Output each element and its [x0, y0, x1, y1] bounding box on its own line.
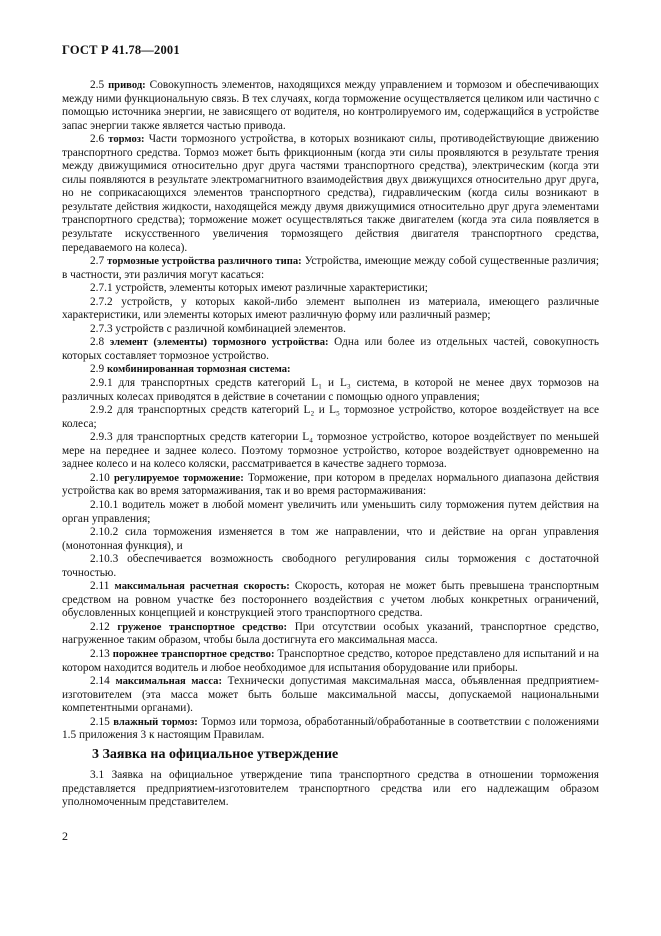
paragraph-2-11: [62, 580, 599, 621]
paragraph-2-14: [62, 675, 599, 716]
section-heading: 3 Заявка на официальное утверждение: [92, 747, 339, 762]
paragraph-2-7-2: [62, 296, 599, 323]
para-text: Тормоз или тормоза, обработанный/обработанные в соответствии с положениями 1.5 приложения 3 к настоящим Правилам.: [62, 715, 599, 742]
paragraph-2-10: [62, 472, 599, 499]
para-text: Одна или более из отдельных частей, совокупность которых составляет тормозное устройство.: [62, 336, 600, 362]
para-text: Торможение, при котором в пределах нормального диапазона действия устройства как во время затормаживания, так и во время растормаживания:: [62, 471, 600, 498]
paragraph-2-8: [62, 336, 599, 363]
para-number: 2.5: [90, 79, 105, 91]
para-text: устройств, у которых какой-либо элемент выполнен из материала, имеющего различные характеристики, или элементы которых имеют различную форму или различный размер;: [62, 295, 599, 322]
term: регулируемое торможение:: [113, 472, 244, 484]
term: влажный тормоз:: [113, 716, 198, 728]
para-number: 2.14: [90, 675, 110, 688]
paragraph-2-10-2: [62, 526, 599, 553]
term: элемент (элементы) тормозного устройства:: [109, 337, 329, 349]
document-header: ГОСТ Р 41.78—2001: [62, 43, 180, 57]
para-number: 2.7.2: [90, 295, 113, 308]
para-text: Совокупность элементов, находящихся между управлением и тормозом и обеспечивающих между ними функциональную связь. В тех случаях, когда торможение осуществляется целиком или частично с помощью источника энергии, не зависящего от водителя, но контролируемого им, содержащийся в устройстве запас энергии также является частью привода.: [62, 79, 600, 132]
term: максимальная масса:: [115, 676, 223, 688]
para-number: 2.7.3: [90, 322, 113, 335]
paragraph-2-7-1: [62, 282, 599, 296]
paragraph-2-9-3: [62, 431, 599, 472]
para-number: 2.9.2: [90, 404, 113, 417]
term: груженое транспортное средство:: [117, 621, 288, 633]
paragraph-2-10-3: [62, 553, 599, 580]
paragraph-2-9-1: [62, 377, 599, 404]
para-text: Части тормозного устройства, в которых возникают силы, противодействующие движению транспортного средства. Тормоз может быть фрикционным (когда эти силы проявляются в результате трения между движущимися относительно друг друга частями транспортного средства), электрическим (когда эти силы появляются в результате электромагнитного взаимодействия двух движущихся относительно друг друга, но не соприкасающихся элементов транспортного средства), гидравлическим (когда силы возникают в результате действия жидкости, находящейся между двумя движущимися относительно друг друга элементами транспортного средства); торможение может осуществляться также двигателем (когда эта сила появляется в результате искусственного увеличения тормозящего действия двигателя транспортного средства, передаваемого на колеса).: [62, 133, 599, 254]
para-text: Заявка на официальное утверждение типа транспортного средства в отношении торможения представляется предприятием-изготовителем транспортного средства или его надлежащим образом уполномоченным представителем.: [62, 769, 599, 809]
para-text: для транспортных средств категории L₄ тормозное устройство, которое воздействует по меньшей мере на переднее и заднее колесо. Поэтому тормозное устройство, которое воздействует одновременно на заднее колесо и на колесо коляски, рассматривается в качестве заднего тормоза.: [62, 431, 599, 471]
para-number: 2.9: [90, 363, 105, 376]
para-number: 2.12: [90, 620, 110, 633]
para-text: водитель может в любой момент увеличить или уменьшить силу торможения путем действия на орган управления;: [62, 498, 599, 525]
para-number: 3.1: [90, 769, 105, 781]
section-3-body: [62, 769, 599, 810]
para-text: устройств, элементы которых имеют различные характеристики;: [115, 282, 428, 295]
para-number: 2.7: [90, 255, 105, 268]
para-number: 2.13: [90, 647, 110, 660]
page-number: 2: [62, 829, 68, 843]
term: тормоз:: [108, 134, 145, 146]
para-text: для транспортных средств категорий L₁ и L₃ система, в которой не менее двух тормозов на различных колесах приводятся в действие в сочетании с помощью одного управления;: [62, 377, 600, 403]
term: порожнее транспортное средство:: [112, 648, 275, 660]
paragraph-2-10-1: [62, 499, 599, 526]
paragraph-2-7-3: [62, 323, 599, 337]
para-text: для транспортных средств категорий L₂ и L₅ тормозное устройство, которое воздействует на все колеса;: [62, 404, 600, 430]
paragraph-2-12: [62, 621, 599, 648]
para-number: 2.10: [90, 471, 110, 484]
paragraph-2-15: [62, 716, 599, 743]
para-text: устройств с различной комбинацией элементов.: [115, 322, 346, 335]
paragraph-2-7: [62, 255, 599, 282]
para-number: 2.9.1: [90, 377, 113, 390]
para-number: 2.10.1: [90, 498, 119, 511]
paragraph-2-9-2: [62, 404, 599, 431]
paragraph-2-13: [62, 648, 599, 675]
para-text: Скорость, которая не может быть превышена транспортным средством на ровном участке без постороннего воздействия с учетом любых конкретных ограничений, обусловленных концепцией и конструкцией этого транспортного средства.: [62, 580, 600, 620]
term: тормозные устройства различного типа:: [107, 256, 302, 268]
para-number: 2.7.1: [90, 282, 113, 295]
para-text: сила торможения изменяется в том же направлении, что и действие на орган управления (монотонная функция), и: [62, 526, 599, 552]
para-number: 2.11: [90, 580, 110, 593]
para-number: 2.15: [90, 715, 110, 728]
term: привод:: [108, 80, 146, 91]
para-text: обеспечивается возможность свободного регулирования силы торможения с достаточной точностью.: [62, 553, 599, 579]
paragraph-2-5: [62, 79, 599, 133]
para-text: Технически допустимая максимальная масса, объявленная предприятием-изготовителем (эта масса может быть больше максимальной массы, допускаемой национальными компетентными органами).: [62, 675, 600, 715]
term: комбинированная тормозная система:: [106, 364, 291, 376]
definitions-body: [62, 79, 599, 743]
para-number: 2.6: [90, 133, 105, 146]
para-number: 2.9.3: [90, 431, 113, 444]
para-number: 2.10.2: [90, 526, 119, 539]
paragraph-2-6: [62, 133, 599, 255]
para-text: Устройства, имеющие между собой существенные различия; в частности, эти различия могут касаться:: [62, 255, 600, 281]
para-text: При отсутствии особых указаний, транспортное средство, нагруженное таким образом, чтобы была достигнута его максимальная масса.: [62, 620, 600, 647]
para-number: 2.8: [90, 336, 105, 349]
paragraph-3-1: [62, 769, 599, 810]
para-text: Транспортное средство, которое представлено для испытаний и на котором находится водитель и любое необходимое для испытания оборудование или приборы.: [62, 647, 599, 674]
paragraph-2-9: [62, 363, 599, 377]
term: максимальная расчетная скорость:: [114, 581, 290, 593]
para-number: 2.10.3: [90, 553, 119, 566]
